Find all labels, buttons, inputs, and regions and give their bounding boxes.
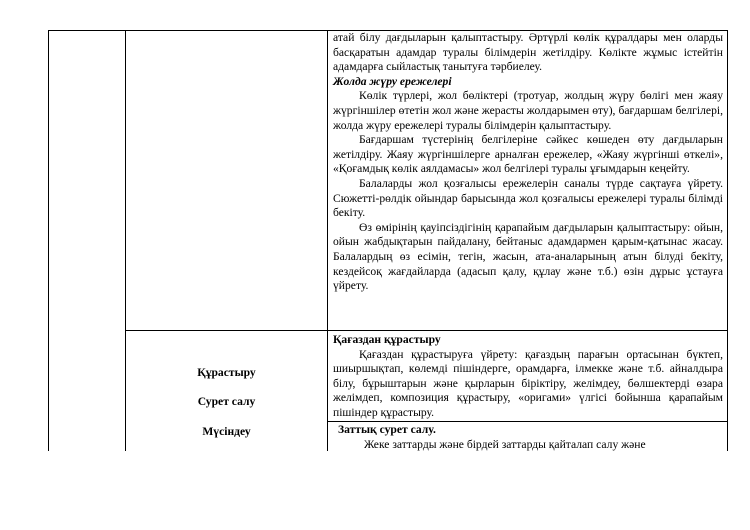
paragraph: Балаларды жол қозғалысы ережелерін саналы түрде сақтауға үйрету. Сюжетті-рөлдік ойындар барысында жол қозғалысы ережелері туралы білімді бекіту. <box>333 176 723 220</box>
section-heading-road-rules: Жолда жүру ережелері <box>333 74 452 88</box>
object-drawing-cell <box>338 423 723 452</box>
section-heading-paper: Қағаздан құрастыру <box>333 333 441 346</box>
table-divider-2 <box>327 30 328 451</box>
activity-label-modeling: Мүсіндеу <box>202 425 251 438</box>
paragraph: Қағаздан құрастыруға үйрету: қағаздың парағын ортасынан бүктеп, шиыршықтап, көлемді пішіндерге, орамдарға, ілмекке және т.б. айналдыра білу, бұрыштарын және қырларын біріктіру, желімдеу, бөлшектерді өзара желімдеп, композиция құрастыру, «оригами» үлгісі бойынша қарапайым пішіндер құрастыру. <box>333 347 723 419</box>
table-border-left <box>48 30 49 451</box>
activity-label-drawing: Сурет салу <box>197 395 256 408</box>
upper-content-cell <box>333 31 723 294</box>
continuation-paragraph: атай білу дағдыларын қалыптастыру. Әртүрлі көлік құралдары мен оларды басқаратын адамдар туралы білімдерін жетілдіру. Көлікте жұмыс істейтін адамдарға сыйластық танытуға тәрбиелеу. <box>333 31 723 74</box>
subrow-separator <box>327 421 728 422</box>
paragraph: Жеке заттарды және бірдей заттарды қайталап салу және <box>364 437 646 451</box>
paragraph: Көлік түрлері, жол бөліктері (тротуар, жолдың жүру бөлігі мен жаяу жүргіншілер өтетін жол және жерасты жолдарымен өту), бағдаршам белгілері, жолда жүру ережелері туралы білімдерін қалыптастыру. <box>333 89 723 132</box>
paragraph: Бағдаршам түстерінің белгілеріне сәйкес көшеден өту дағдыларын жетілдіру. Жаяу жүргіншілерге арналған ережелер, «Жаяу жүргінші өткелі», «Қоғамдық көлік аялдамасы» жол белгілері туралы ұғымдарын кеңейту. <box>333 133 723 176</box>
paper-construction-cell <box>333 333 723 421</box>
row-separator <box>125 330 728 331</box>
paragraph: Өз өмірінің қауіпсіздігінің қарапайым дағдыларын қалыптастыру: ойын, ойын жабдықтарын пайдалану, бейтаныс адамдармен қарым-қатынас жасау. Балалардың өз есімін, тегін, жасын, ата-аналарының атын білуді бекіту, кездейсоқ жағдайларда (адасып қалу, құлау және т.б.) өзін дұрыс ұстауға үйрету. <box>333 220 723 293</box>
section-heading-drawing: Заттық сурет салу. <box>338 423 436 436</box>
table-divider-1 <box>125 30 126 451</box>
activity-label-construction: Құрастыру <box>197 366 256 379</box>
table-border-right <box>727 30 728 451</box>
